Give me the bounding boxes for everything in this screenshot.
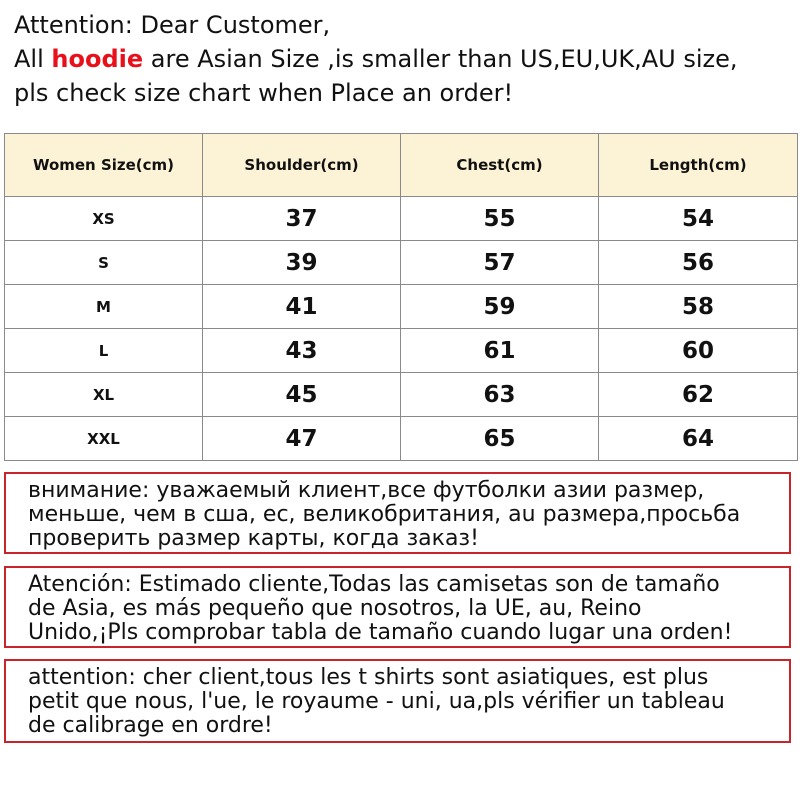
length-cell: 54 <box>599 197 798 241</box>
notice-french <box>4 659 791 743</box>
table-row <box>5 417 798 461</box>
chest-cell: 57 <box>401 241 599 285</box>
shoulder-cell: 43 <box>203 329 401 373</box>
size-cell: M <box>5 285 203 329</box>
attention-header <box>14 8 790 110</box>
header-line-3: pls check size chart when Place an order! <box>14 79 514 107</box>
header-line-2-prefix: All <box>14 45 52 73</box>
notice-spanish-line-1: Atención: Estimado cliente,Todas las camisetas son de tamaño <box>28 572 720 597</box>
column-header-shoulder: Shoulder(cm) <box>203 134 401 197</box>
shoulder-cell: 41 <box>203 285 401 329</box>
length-cell: 64 <box>599 417 798 461</box>
column-header-length: Length(cm) <box>599 134 798 197</box>
column-header-women-size: Women Size(cm) <box>5 134 203 197</box>
notice-french-line-2: petit que nous, l'ue, le royaume - uni, ua,pls vérifier un tableau <box>28 689 725 714</box>
chest-cell: 63 <box>401 373 599 417</box>
notice-russian <box>4 472 791 554</box>
notice-spanish-line-3: Unido,¡Pls comprobar tabla de tamaño cuando lugar una orden! <box>28 620 733 645</box>
column-header-chest: Chest(cm) <box>401 134 599 197</box>
size-chart-table <box>4 133 798 461</box>
length-cell: 62 <box>599 373 798 417</box>
table-row <box>5 329 798 373</box>
notice-french-line-1: attention: cher client,tous les t shirts sont asiatiques, est plus <box>28 665 709 690</box>
notice-spanish-line-2: de Asia, es más pequeño que nosotros, la UE, au, Reino <box>28 596 642 621</box>
table-row <box>5 285 798 329</box>
size-cell: XXL <box>5 417 203 461</box>
header-line-2 <box>14 42 790 76</box>
table-row <box>5 241 798 285</box>
size-cell: XS <box>5 197 203 241</box>
chest-cell: 61 <box>401 329 599 373</box>
notice-russian-line-1: внимание: уважаемый клиент,все футболки азии размер, <box>28 478 705 503</box>
length-cell: 60 <box>599 329 798 373</box>
chest-cell: 65 <box>401 417 599 461</box>
shoulder-cell: 45 <box>203 373 401 417</box>
notice-french-line-3: de calibrage en ordre! <box>28 713 273 738</box>
notice-russian-line-3: проверить размер карты, когда заказ! <box>28 526 479 551</box>
notice-russian-line-2: меньше, чем в сша, ес, великобритания, au размера,просьба <box>28 502 741 527</box>
size-cell: L <box>5 329 203 373</box>
size-cell: S <box>5 241 203 285</box>
length-cell: 58 <box>599 285 798 329</box>
chest-cell: 59 <box>401 285 599 329</box>
shoulder-cell: 39 <box>203 241 401 285</box>
table-row <box>5 197 798 241</box>
product-highlight: hoodie <box>51 45 144 73</box>
shoulder-cell: 37 <box>203 197 401 241</box>
header-line-1: Attention: Dear Customer, <box>14 11 331 39</box>
chest-cell: 55 <box>401 197 599 241</box>
size-cell: XL <box>5 373 203 417</box>
notice-spanish <box>4 566 791 648</box>
table-row <box>5 373 798 417</box>
header-line-2-suffix: are Asian Size ,is smaller than US,EU,UK,AU size, <box>143 45 738 73</box>
length-cell: 56 <box>599 241 798 285</box>
shoulder-cell: 47 <box>203 417 401 461</box>
size-chart-header-row <box>5 134 798 197</box>
